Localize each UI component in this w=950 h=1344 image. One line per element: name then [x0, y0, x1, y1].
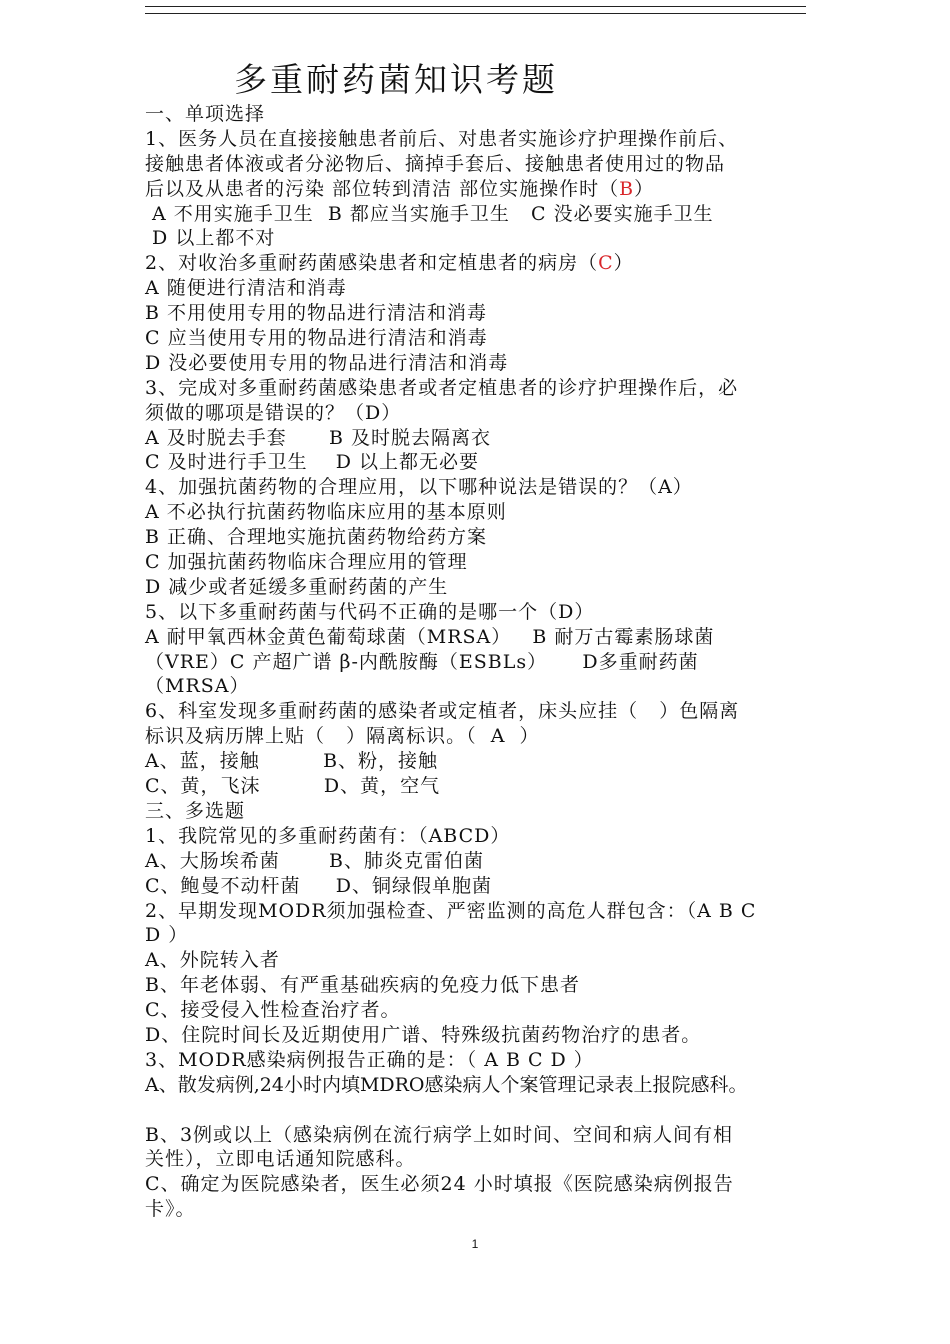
m3-text: 3、MODR感染病例报告正确的是：（ A B C D ） — [145, 1048, 594, 1071]
m1-options-line-2: C、鲍曼不动杆菌 D、铜绿假单胞菌 — [145, 874, 492, 897]
q1-text-line-2: 接触患者体液或者分泌物后、摘掉手套后、接触患者使用过的物品 — [145, 152, 726, 175]
m3-option-b-line-1: B、3例或以上（感染病例在流行病学上如时间、空间和病人间有相 — [145, 1123, 734, 1146]
q3-options-line-2: C 及时进行手卫生 D 以上都无必要 — [145, 451, 480, 474]
m3-option-b-line-2: 关性），立即电话通知院感科。 — [145, 1148, 416, 1171]
q3-text-line-1: 3、完成对多重耐药菌感染患者或者定植患者的诊疗护理操作后，必 — [145, 376, 739, 399]
section-heading-multiple-choice: 三、多选题 — [145, 799, 246, 822]
q2-answer: C — [598, 252, 614, 275]
document-body — [145, 102, 825, 1222]
q3-text-line-2: 须做的哪项是错误的？（D） — [145, 401, 402, 424]
m2-option-a: A、外院转入者 — [145, 949, 280, 972]
q1-text-line-3 — [145, 177, 825, 202]
m1-options-line-1: A、大肠埃希菌 B、肺炎克雷伯菌 — [145, 849, 484, 872]
q4-option-c: C 加强抗菌药物临床合理应用的管理 — [145, 551, 468, 574]
q2-option-d: D 没必要使用专用的物品进行清洁和消毒 — [145, 351, 509, 374]
q1-text: 后以及从患者的污染 部位转到清洁 部位实施操作时（ — [145, 177, 620, 200]
q2-text-main: 2、对收治多重耐药菌感染患者和定植患者的病房（ — [145, 252, 599, 275]
q5-options-line-3: （MRSA） — [145, 675, 250, 698]
q2-text — [145, 251, 825, 276]
q2-option-c: C 应当使用专用的物品进行清洁和消毒 — [145, 327, 488, 350]
q1-text-line-1: 1、医务人员在直接接触患者前后、对患者实施诊疗护理操作前后、 — [145, 127, 739, 150]
q3-options-line-1: A 及时脱去手套 B 及时脱去隔离衣 — [145, 426, 492, 449]
section-heading-single-choice: 一、单项选择 — [145, 103, 266, 125]
m2-text-line-2: D ） — [145, 924, 189, 947]
q6-text-line-2: 标识及病历牌上贴（ ）隔离标识。（ A ） — [145, 725, 540, 748]
q1-options-line-2: D 以上都不对 — [145, 227, 276, 250]
q5-options-line-1: A 耐甲氧西林金黄色葡萄球菌（MRSA） B 耐万古霉素肠球菌 — [145, 625, 715, 648]
q4-option-b: B 正确、合理地实施抗菌药物给药方案 — [145, 526, 488, 549]
q2-option-b: B 不用使用专用的物品进行清洁和消毒 — [145, 302, 488, 325]
q2-close-paren: ） — [613, 252, 634, 275]
q4-text: 4、加强抗菌药物的合理应用，以下哪种说法是错误的？（A） — [145, 476, 693, 499]
document-title: 多重耐药菌知识考题 — [234, 60, 558, 99]
q1-close-paren: ） — [634, 177, 655, 200]
header-rule-top — [145, 6, 806, 7]
q4-option-a: A 不必执行抗菌药物临床应用的基本原则 — [145, 501, 507, 524]
q6-options-line-2: C、黄，飞沫 D、黄，空气 — [145, 775, 441, 798]
m2-option-d: D、住院时间长及近期使用广谱、特殊级抗菌药物治疗的患者。 — [145, 1023, 702, 1046]
q2-option-a: A 随便进行清洁和消毒 — [145, 277, 347, 300]
m2-option-b: B、年老体弱、有严重基础疾病的免疫力低下患者 — [145, 974, 580, 997]
m1-text: 1、我院常见的多重耐药菌有：（ABCD） — [145, 824, 511, 847]
m3-option-c-line-1: C、确定为医院感染者，医生必须24 小时填报《医院感染病例报告 — [145, 1173, 734, 1196]
page-number: 1 — [471, 1237, 479, 1251]
q4-option-d: D 减少或者延缓多重耐药菌的产生 — [145, 575, 449, 598]
m3-option-a: A、散发病例,24小时内填MDRO感染病人个案管理记录表上报院感科。 — [145, 1073, 748, 1096]
m3-option-c-line-2: 卡》。 — [145, 1198, 196, 1221]
q5-options-line-2: （VRE）C 产超广谱 β-内酰胺酶（ESBLs） D多重耐药菌 — [145, 650, 699, 673]
m2-option-c: C、接受侵入性检查治疗者。 — [145, 999, 401, 1022]
q5-text: 5、以下多重耐药菌与代码不正确的是哪一个（D） — [145, 600, 595, 623]
blank-line — [145, 1098, 825, 1123]
q6-options-line-1: A、蓝，接触 B、粉，接触 — [145, 750, 439, 773]
q6-text-line-1: 6、科室发现多重耐药菌的感染者或定植者，床头应挂（ ）色隔离 — [145, 700, 740, 723]
q1-answer: B — [619, 177, 635, 200]
m2-text-line-1: 2、早期发现MODR须加强检查、严密监测的高危人群包含：（A B C — [145, 899, 757, 922]
q1-options-line-1: A 不用实施手卫生 B 都应当实施手卫生 C 没必要实施手卫生 — [145, 202, 714, 225]
header-rule-bottom — [145, 13, 806, 14]
